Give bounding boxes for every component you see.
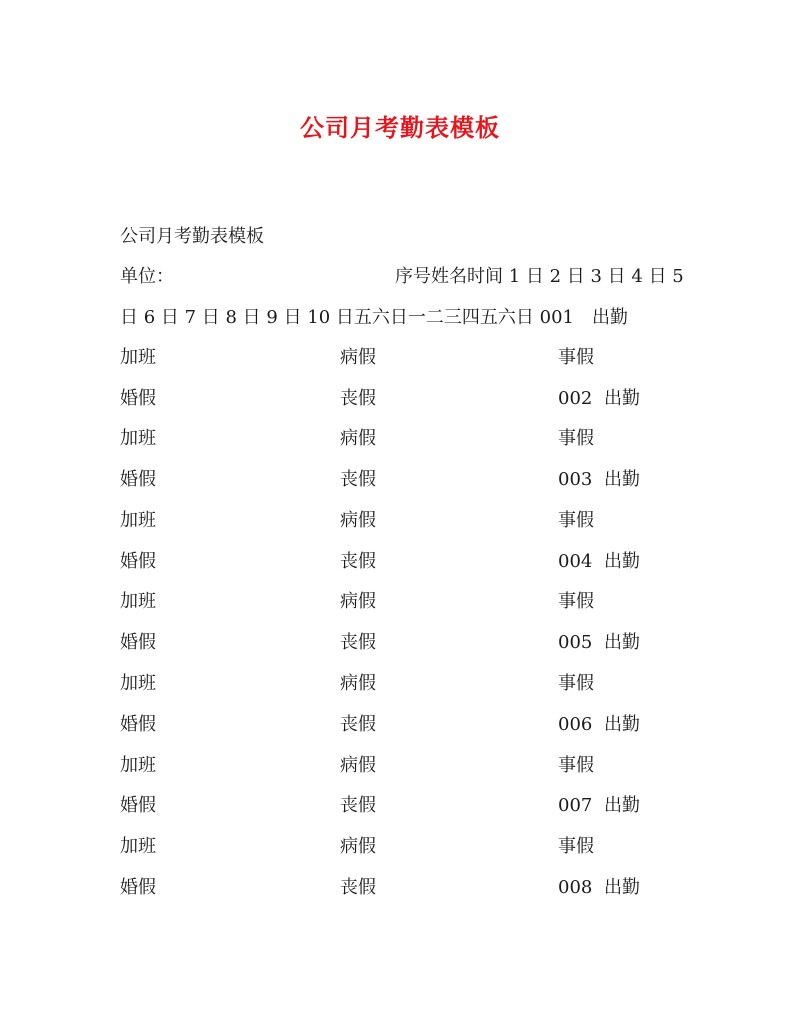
row-overtime — [120, 346, 594, 370]
sick-leave-label: 病假 — [340, 755, 376, 776]
row-marriage — [120, 713, 640, 737]
attendance-label: 出勤 — [604, 795, 640, 816]
serial-number: 007 — [558, 795, 593, 816]
header-columns: 序号姓名时间 1 日 2 日 3 日 4 日 5 — [395, 266, 684, 287]
attendance-label: 出勤 — [604, 714, 640, 735]
funeral-leave-label: 丧假 — [340, 795, 376, 816]
marriage-leave-label: 婚假 — [120, 714, 156, 735]
marriage-leave-label: 婚假 — [120, 551, 156, 572]
row-marriage — [120, 387, 640, 411]
funeral-leave-label: 丧假 — [340, 714, 376, 735]
funeral-leave-label: 丧假 — [340, 551, 376, 572]
marriage-leave-label: 婚假 — [120, 469, 156, 490]
funeral-leave-label: 丧假 — [340, 469, 376, 490]
attendance-label: 出勤 — [604, 877, 640, 898]
row-overtime — [120, 754, 594, 778]
serial-number: 005 — [558, 632, 593, 653]
sick-leave-label: 病假 — [340, 428, 376, 449]
subtitle: 公司月考勤表模板 — [120, 226, 264, 247]
marriage-leave-label: 婚假 — [120, 632, 156, 653]
serial-number: 004 — [558, 551, 593, 572]
personal-leave-label: 事假 — [558, 673, 594, 694]
attendance-label: 出勤 — [604, 388, 640, 409]
row-marriage — [120, 550, 640, 574]
row-overtime — [120, 672, 594, 696]
header-line-1 — [120, 265, 684, 289]
row-overtime — [120, 590, 594, 614]
document-title: 公司月考勤表模板 — [300, 113, 500, 142]
personal-leave-label: 事假 — [558, 428, 594, 449]
overtime-label: 加班 — [120, 428, 156, 449]
serial-number: 006 — [558, 714, 593, 735]
overtime-label: 加班 — [120, 836, 156, 857]
overtime-label: 加班 — [120, 673, 156, 694]
overtime-label: 加班 — [120, 347, 156, 368]
unit-label: 单位： — [120, 266, 174, 287]
sick-leave-label: 病假 — [340, 591, 376, 612]
funeral-leave-label: 丧假 — [340, 877, 376, 898]
sick-leave-label: 病假 — [340, 673, 376, 694]
row-marriage — [120, 876, 640, 900]
funeral-leave-label: 丧假 — [340, 632, 376, 653]
serial-number: 003 — [558, 469, 593, 490]
overtime-label: 加班 — [120, 755, 156, 776]
sick-leave-label: 病假 — [340, 836, 376, 857]
serial-number: 002 — [558, 388, 593, 409]
sick-leave-label: 病假 — [340, 347, 376, 368]
funeral-leave-label: 丧假 — [340, 388, 376, 409]
overtime-label: 加班 — [120, 591, 156, 612]
row-overtime — [120, 509, 594, 533]
serial-number: 008 — [558, 877, 593, 898]
marriage-leave-label: 婚假 — [120, 877, 156, 898]
row-marriage — [120, 468, 640, 492]
attendance-label: 出勤 — [604, 469, 640, 490]
row-marriage — [120, 631, 640, 655]
personal-leave-label: 事假 — [558, 755, 594, 776]
header-line-2: 日 6 日 7 日 8 日 9 日 10 日五六日一二三四五六日 001 出勤 — [120, 307, 629, 328]
row-overtime — [120, 427, 594, 451]
attendance-label: 出勤 — [604, 632, 640, 653]
personal-leave-label: 事假 — [558, 347, 594, 368]
marriage-leave-label: 婚假 — [120, 388, 156, 409]
row-marriage — [120, 794, 640, 818]
overtime-label: 加班 — [120, 510, 156, 531]
row-overtime — [120, 835, 594, 859]
personal-leave-label: 事假 — [558, 510, 594, 531]
marriage-leave-label: 婚假 — [120, 795, 156, 816]
personal-leave-label: 事假 — [558, 836, 594, 857]
personal-leave-label: 事假 — [558, 591, 594, 612]
attendance-label: 出勤 — [604, 551, 640, 572]
sick-leave-label: 病假 — [340, 510, 376, 531]
